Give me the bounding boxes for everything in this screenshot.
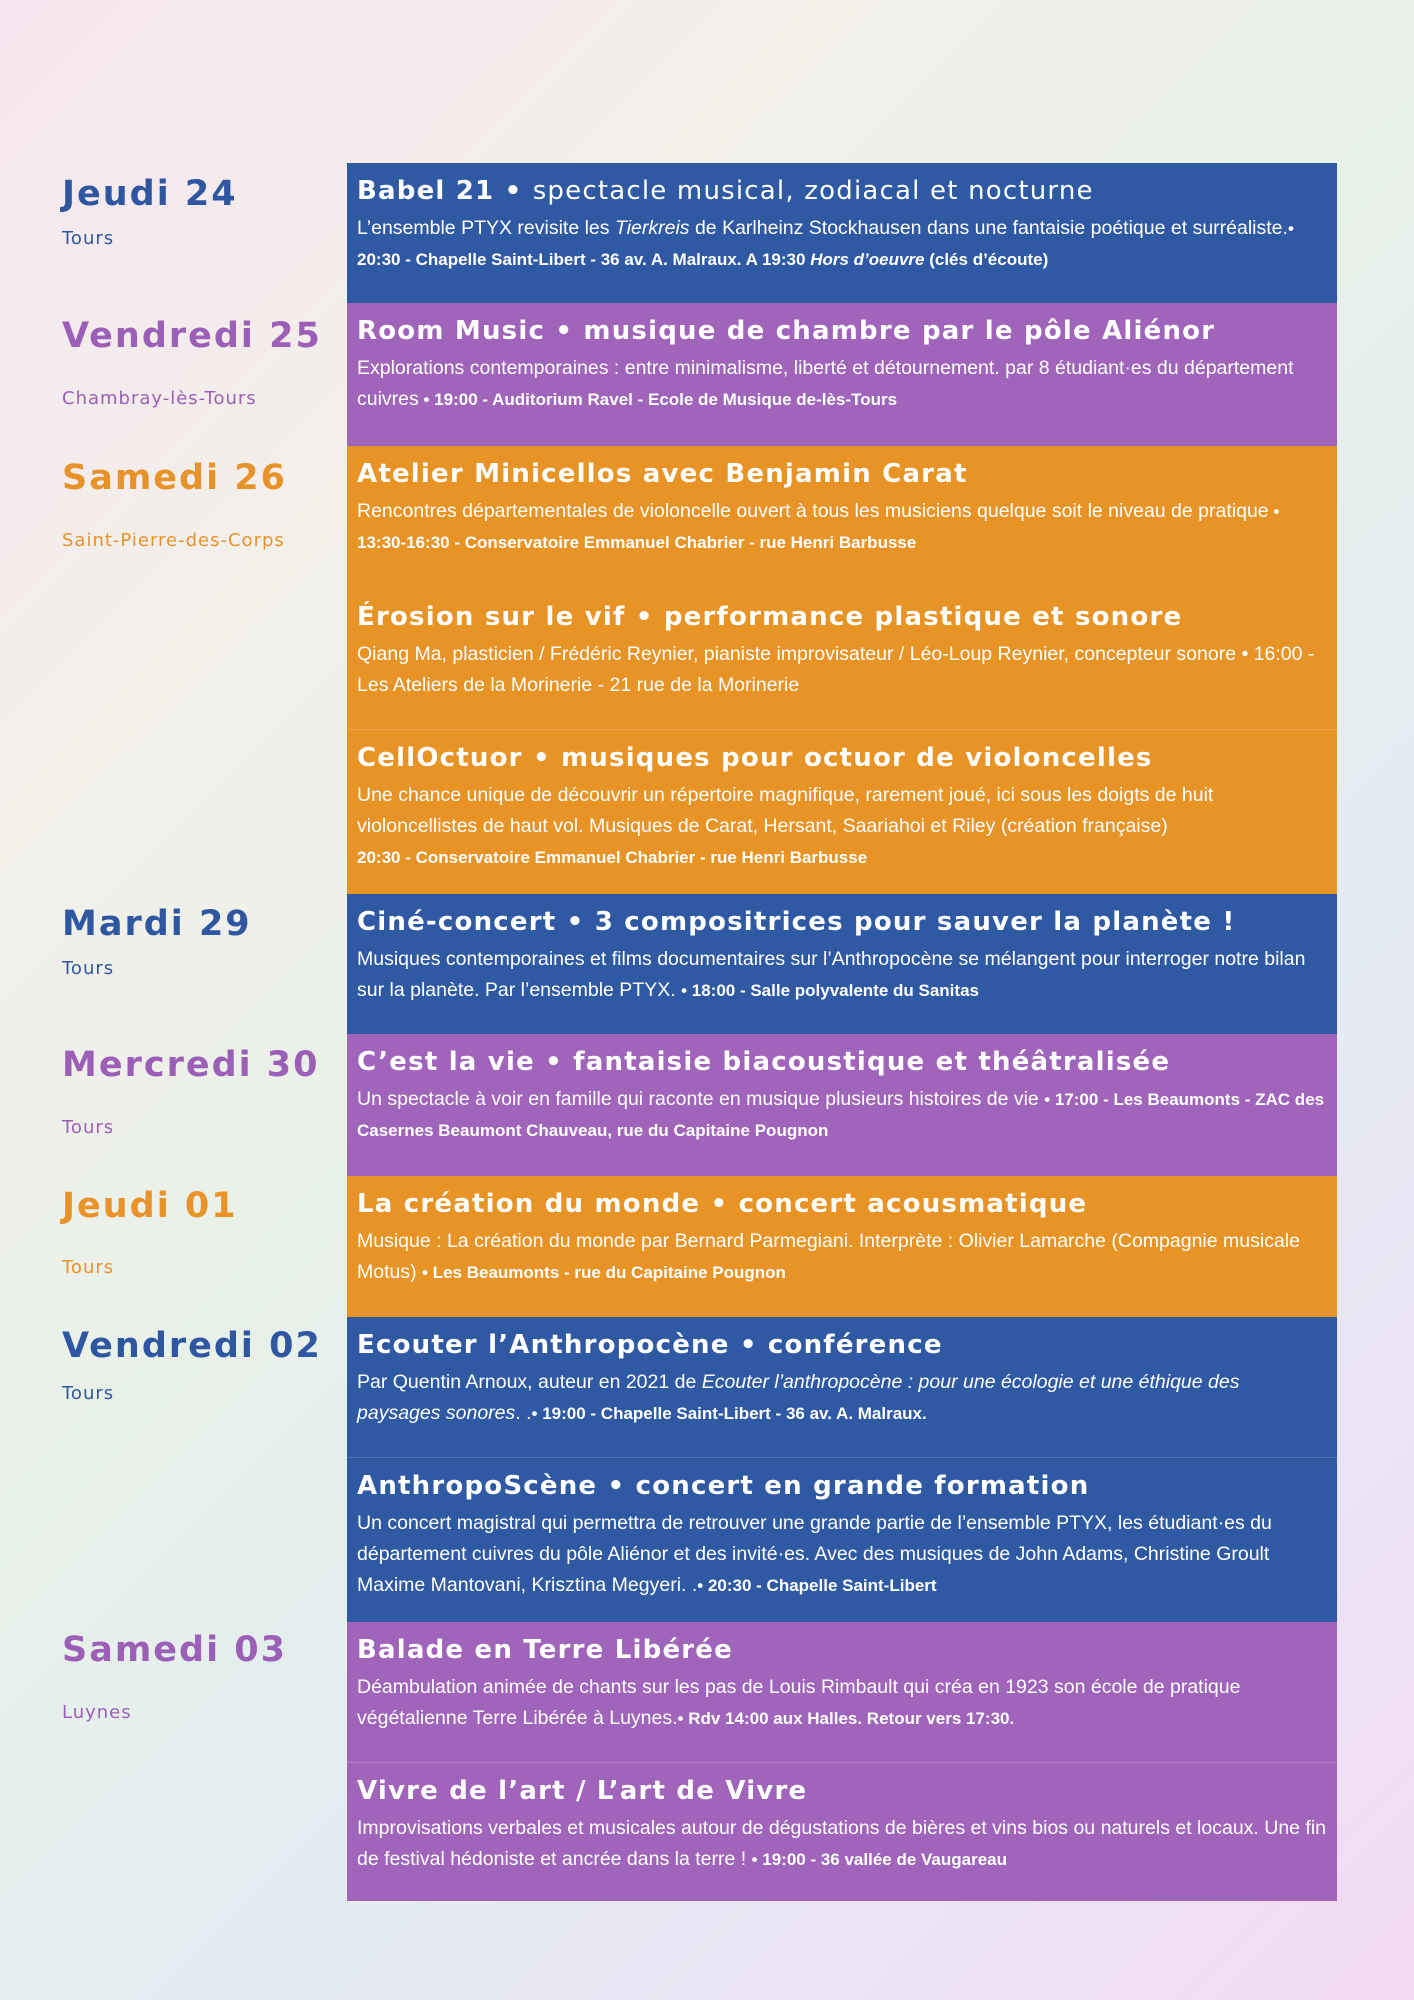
date-city: Tours [62,1257,115,1278]
event-card [347,894,1337,1034]
event-title: Atelier Minicellos avec Benjamin Carat [357,459,968,489]
date-city: Tours [62,228,115,249]
event-card [347,446,1337,589]
date-city: Luynes [62,1702,132,1723]
event-card [347,163,1337,303]
date-city: Tours [62,1117,115,1138]
event-description: Musiques contemporaines et films documentaires sur l’Anthropocène se mélangent pour interroger notre bilan sur la planète. Par l’ensemble PTYX. • 18:00 - Salle polyvalente du Sanitas [357,948,1306,1001]
event-title: Vivre de l’art / L’art de Vivre [357,1776,808,1806]
date-day: Jeudi 24 [62,174,238,214]
event-title: La création du monde • concert acousmatique [357,1189,1088,1219]
date-city: Tours [62,1383,115,1404]
event-title: Room Music • musique de chambre par le pôle Aliénor [357,316,1216,346]
event-title: Balade en Terre Libérée [357,1635,733,1665]
event-description: Un concert magistral qui permettra de retrouver une grande partie de l’ensemble PTYX, les étudiant·es du département cuivres du pôle Aliénor et des invité·es. Avec des musiques de John Adams, Christine Groult Maxime Mantovani, Krisztina Megyeri. .• 20:30 - Chapelle Saint-Libert [357,1512,1272,1596]
event-description: Un spectacle à voir en famille qui raconte en musique plusieurs histoires de vie • 17:00 - Les Beaumonts - ZAC des Casernes Beaumont Chauveau, rue du Capitaine Pougnon [357,1088,1325,1140]
date-column [0,0,345,2000]
date-day: Vendredi 25 [62,316,322,356]
event-card [347,303,1337,446]
date-day: Vendredi 02 [62,1326,322,1366]
event-title: Ecouter l’Anthropocène • conférence [357,1330,943,1360]
date-day: Mardi 29 [62,904,252,944]
event-description: Qiang Ma, plasticien / Frédéric Reynier, pianiste improvisateur / Léo-Loup Reynier, concepteur sonore • 16:00 - Les Ateliers de la Morinerie - 21 rue de la Morinerie [357,643,1315,696]
event-title: AnthropoScène • concert en grande formation [357,1471,1090,1501]
date-day: Samedi 26 [62,458,287,498]
event-description: L’ensemble PTYX revisite les Tierkreis de Karlheinz Stockhausen dans une fantaisie poétique et surréaliste.• 20:30 - Chapelle Saint-Libert - 36 av. A. Malraux. A 19:30 Hors d’oeuvre (clés d’écoute) [357,217,1294,269]
date-day: Mercredi 30 [62,1045,320,1085]
event-card [347,1622,1337,1762]
event-card [347,1034,1337,1176]
date-city: Saint-Pierre-des-Corps [62,530,285,551]
event-title: CellOctuor • musiques pour octuor de violoncelles [357,743,1153,773]
event-card [347,729,1337,894]
event-description: Improvisations verbales et musicales autour de dégustations de bières et vins bios ou naturels et locaux. Une fin de festival hédoniste et ancrée dans la terre ! • 19:00 - 36 vallée de Vaugareau [357,1817,1327,1870]
event-description: Par Quentin Arnoux, auteur en 2021 de Ecouter l’anthropocène : pour une écologie et une éthique des paysages sonores. .• 19:00 - Chapelle Saint-Libert - 36 av. A. Malraux. [357,1371,1240,1424]
event-title: Érosion sur le vif • performance plastique et sonore [357,602,1183,632]
event-card [347,1176,1337,1317]
event-title: Babel 21 • spectacle musical, zodiacal et nocturne [357,176,1094,206]
event-title: C’est la vie • fantaisie biacoustique et théâtralisée [357,1047,1171,1077]
event-description: Explorations contemporaines : entre minimalisme, liberté et détournement. par 8 étudiant·es du département cuivres • 19:00 - Auditorium Ravel - Ecole de Musique de-lès-Tours [357,357,1294,410]
event-description: Rencontres départementales de violoncelle ouvert à tous les musiciens quelque soit le niveau de pratique • 13:30-16:30 - Conservatoire Emmanuel Chabrier - rue Henri Barbusse [357,500,1280,552]
date-day: Jeudi 01 [62,1186,238,1226]
event-description: Musique : La création du monde par Bernard Parmegiani. Interprète : Olivier Lamarche (Compagnie musicale Motus) • Les Beaumonts - rue du Capitaine Pougnon [357,1230,1300,1283]
date-city: Chambray-lès-Tours [62,388,257,409]
event-title: Ciné-concert • 3 compositrices pour sauver la planète ! [357,907,1236,937]
event-description: Une chance unique de découvrir un répertoire magnifique, rarement joué, ici sous les doigts de huit violoncellistes de haut vol. Musiques de Carat, Hersant, Saariahoi et Riley (création française) 20:30 - Conservatoire Emmanuel Chabrier - rue Henri Barbusse [357,784,1214,867]
event-card [347,1317,1337,1457]
date-day: Samedi 03 [62,1630,287,1670]
date-city: Tours [62,958,115,979]
event-card [347,1762,1337,1901]
event-description: Déambulation animée de chants sur les pas de Louis Rimbault qui créa en 1923 son école de pratique végétalienne Terre Libérée à Luynes.• Rdv 14:00 aux Halles. Retour vers 17:30. [357,1676,1241,1729]
event-card [347,1457,1337,1622]
event-card [347,589,1337,729]
